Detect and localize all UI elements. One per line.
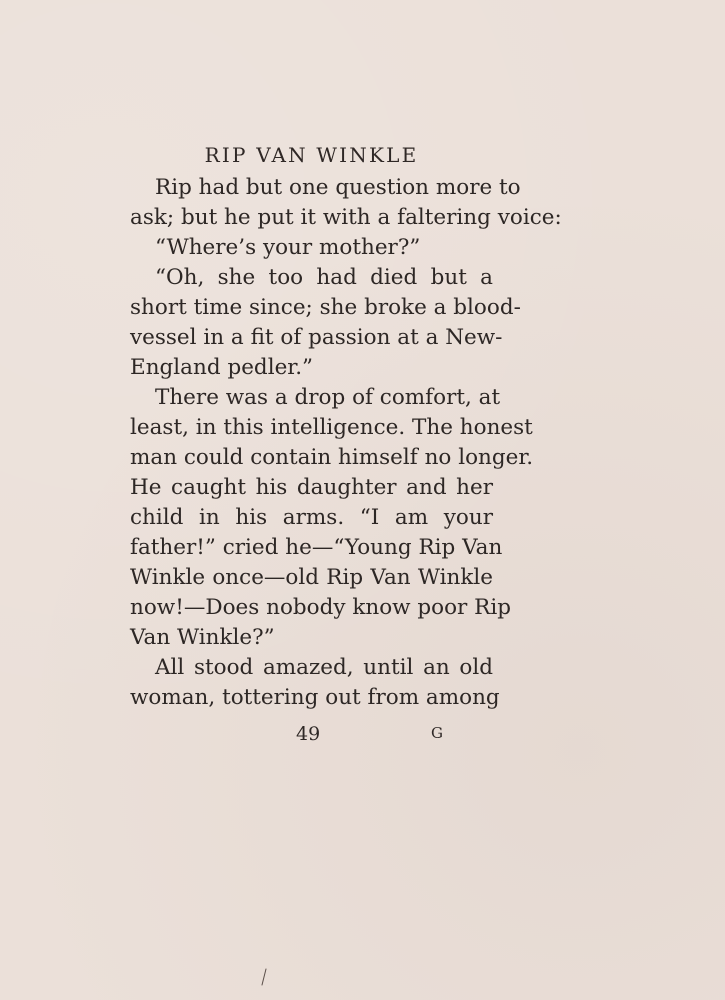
pencil-mark-icon — [259, 968, 269, 986]
text-line-1: Rip had but one question more to — [155, 175, 521, 200]
running-head: RIP VAN WINKLE — [204, 143, 419, 167]
text-line-5: short time since; she broke a blood- — [130, 295, 521, 320]
text-line-17: All stood amazed, until an old — [155, 655, 493, 680]
text-line-9: least, in this intelligence. The honest — [130, 415, 533, 440]
page-number: 49 — [296, 723, 321, 745]
text-line-4: “Oh, she too had died but a — [155, 265, 493, 290]
text-line-3: “Where’s your mother?” — [155, 235, 421, 260]
text-line-6: vessel in a fit of passion at a New- — [130, 325, 503, 350]
text-line-15: now!—Does nobody know poor Rip — [130, 595, 511, 620]
text-line-14: Winkle once—old Rip Van Winkle — [130, 565, 493, 590]
text-line-10: man could contain himself no longer. — [130, 445, 534, 470]
text-line-12: child in his arms. “I am your — [130, 505, 493, 530]
text-line-8: There was a drop of comfort, at — [155, 385, 501, 410]
text-line-11: He caught his daughter and her — [130, 475, 493, 500]
signature-mark: G — [431, 724, 443, 742]
text-line-18: woman, tottering out from among — [130, 685, 500, 710]
text-line-16: Van Winkle?” — [130, 625, 275, 650]
text-line-13: father!” cried he—“Young Rip Van — [130, 535, 503, 560]
text-line-7: England pedler.” — [130, 355, 314, 380]
text-line-2: ask; but he put it with a faltering voice: — [130, 205, 562, 230]
